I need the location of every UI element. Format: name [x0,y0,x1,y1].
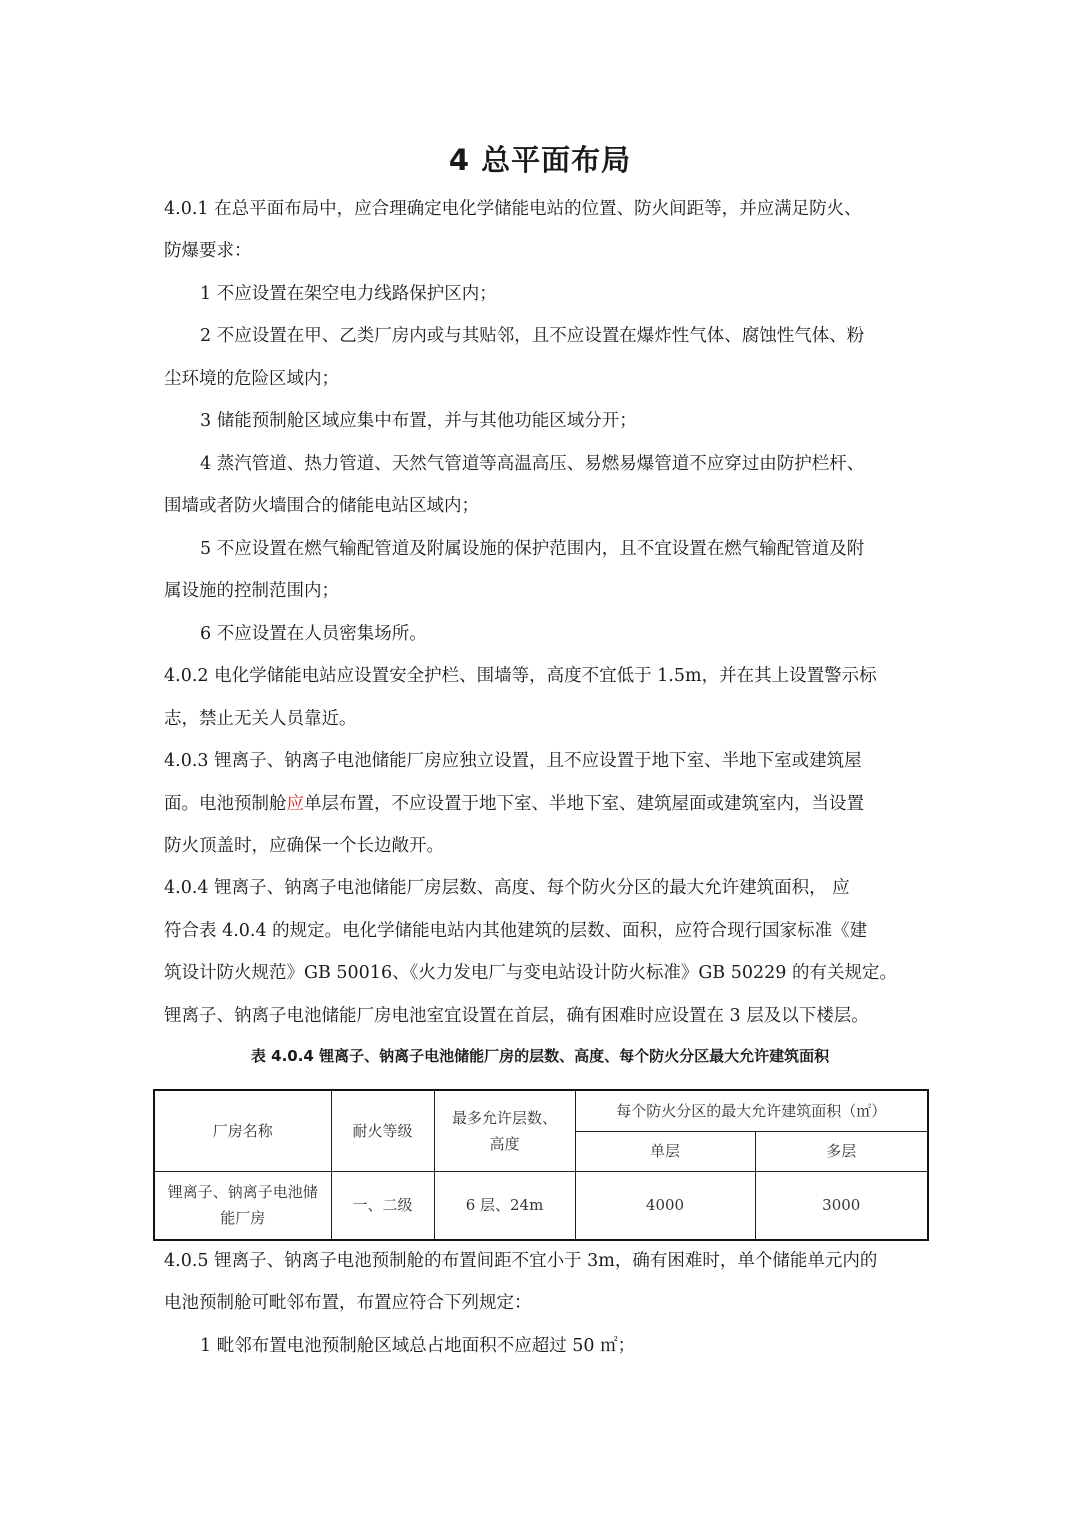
page-title: 4 总平面布局 [448,143,632,177]
item-4-line-1: 4 蒸汽管道、热力管道、天然气管道等高温高压、易燃易爆管道不应穿过由防护栏杆、 [200,454,865,474]
item-6: 6 不应设置在人员密集场所。 [200,624,427,644]
table-caption: 表 4.0.4 锂离子、钠离子电池储能厂房的层数、高度、每个防火分区最大允许建筑面积 [250,1047,830,1065]
item-5-line-1: 5 不应设置在燃气输配管道及附属设施的保护范围内，且不宜设置在燃气输配管道及附 [200,539,865,559]
clause-4-0-3-text-b: 单层布置，不应设置于地下室、半地下室、建筑屋面或建筑室内，当设置 [304,794,864,814]
item-2-line-2: 尘环境的危险区域内； [164,369,339,389]
clause-4-0-1-line-1: 4.0.1 在总平面布局中，应合理确定电化学储能电站的位置、防火间距等，并应满足防火、 [164,199,862,219]
cell-building-name: 锂离子、钠离子电池储 能厂房 [154,1171,331,1240]
clause-4-0-3-line-1: 4.0.3 锂离子、钠离子电池储能厂房应独立设置，且不应设置于地下室、半地下室或建筑屋 [164,751,862,771]
clause-4-0-5-line-1: 4.0.5 锂离子、钠离子电池预制舱的布置间距不宜小于 3m，确有困难时，单个储能单元内的 [164,1251,878,1271]
highlighted-word: 应 [286,794,304,814]
spec-table [153,1089,929,1241]
table-row [154,1171,928,1240]
clause-4-0-4-line-1: 4.0.4 锂离子、钠离子电池储能厂房层数、高度、每个防火分区的最大允许建筑面积， 应 [164,878,850,898]
header-max-floors: 最多允许层数、 高度 [434,1090,575,1171]
clause-4-0-4-line-2: 符合表 4.0.4 的规定。电化学储能电站内其他建筑的层数、面积，应符合现行国家标准《建 [164,921,868,941]
header-max-area: 每个防火分区的最大允许建筑面积（㎡） [575,1090,928,1131]
clause-4-0-2-line-1: 4.0.2 电化学储能电站应设置安全护栏、围墙等，高度不宜低于 1.5m，并在其上设置警示标 [164,666,877,686]
item-2-line-1: 2 不应设置在甲、乙类厂房内或与其贴邻，且不应设置在爆炸性气体、腐蚀性气体、粉 [200,326,865,346]
clause-4-0-3-text-a: 面。电池预制舱 [164,794,287,814]
header-multi-floor: 多层 [755,1131,928,1171]
clause-4-0-5-item-1: 1 毗邻布置电池预制舱区域总占地面积不应超过 50 ㎡； [200,1336,636,1356]
cell-fire-rating: 一、二级 [331,1171,434,1240]
clause-4-0-3-line-3: 防火顶盖时，应确保一个长边敞开。 [164,836,444,856]
header-single-floor: 单层 [575,1131,755,1171]
item-4-line-2: 围墙或者防火墙围合的储能电站区域内； [164,496,479,516]
cell-single-area: 4000 [575,1171,755,1240]
cell-max-floors: 6 层、24m [434,1171,575,1240]
clause-4-0-1-line-2: 防爆要求： [164,241,252,261]
header-fire-rating: 耐火等级 [331,1090,434,1171]
clause-4-0-5-line-2: 电池预制舱可毗邻布置，布置应符合下列规定： [164,1293,532,1313]
item-5-line-2: 属设施的控制范围内； [164,581,339,601]
item-1: 1 不应设置在架空电力线路保护区内； [200,284,497,304]
clause-4-0-3-line-2 [164,783,924,826]
clause-4-0-2-line-2: 志，禁止无关人员靠近。 [164,709,357,729]
cell-multi-area: 3000 [755,1171,928,1240]
clause-4-0-4-line-4: 锂离子、钠离子电池储能厂房电池室宜设置在首层，确有困难时应设置在 3 层及以下楼层。 [164,1006,869,1026]
clause-4-0-4-line-3: 筑设计防火规范》GB 50016、《火力发电厂与变电站设计防火标准》GB 50229 的有关规定。 [164,963,897,983]
header-building-name: 厂房名称 [154,1090,331,1171]
item-3: 3 储能预制舱区域应集中布置，并与其他功能区域分开； [200,411,637,431]
